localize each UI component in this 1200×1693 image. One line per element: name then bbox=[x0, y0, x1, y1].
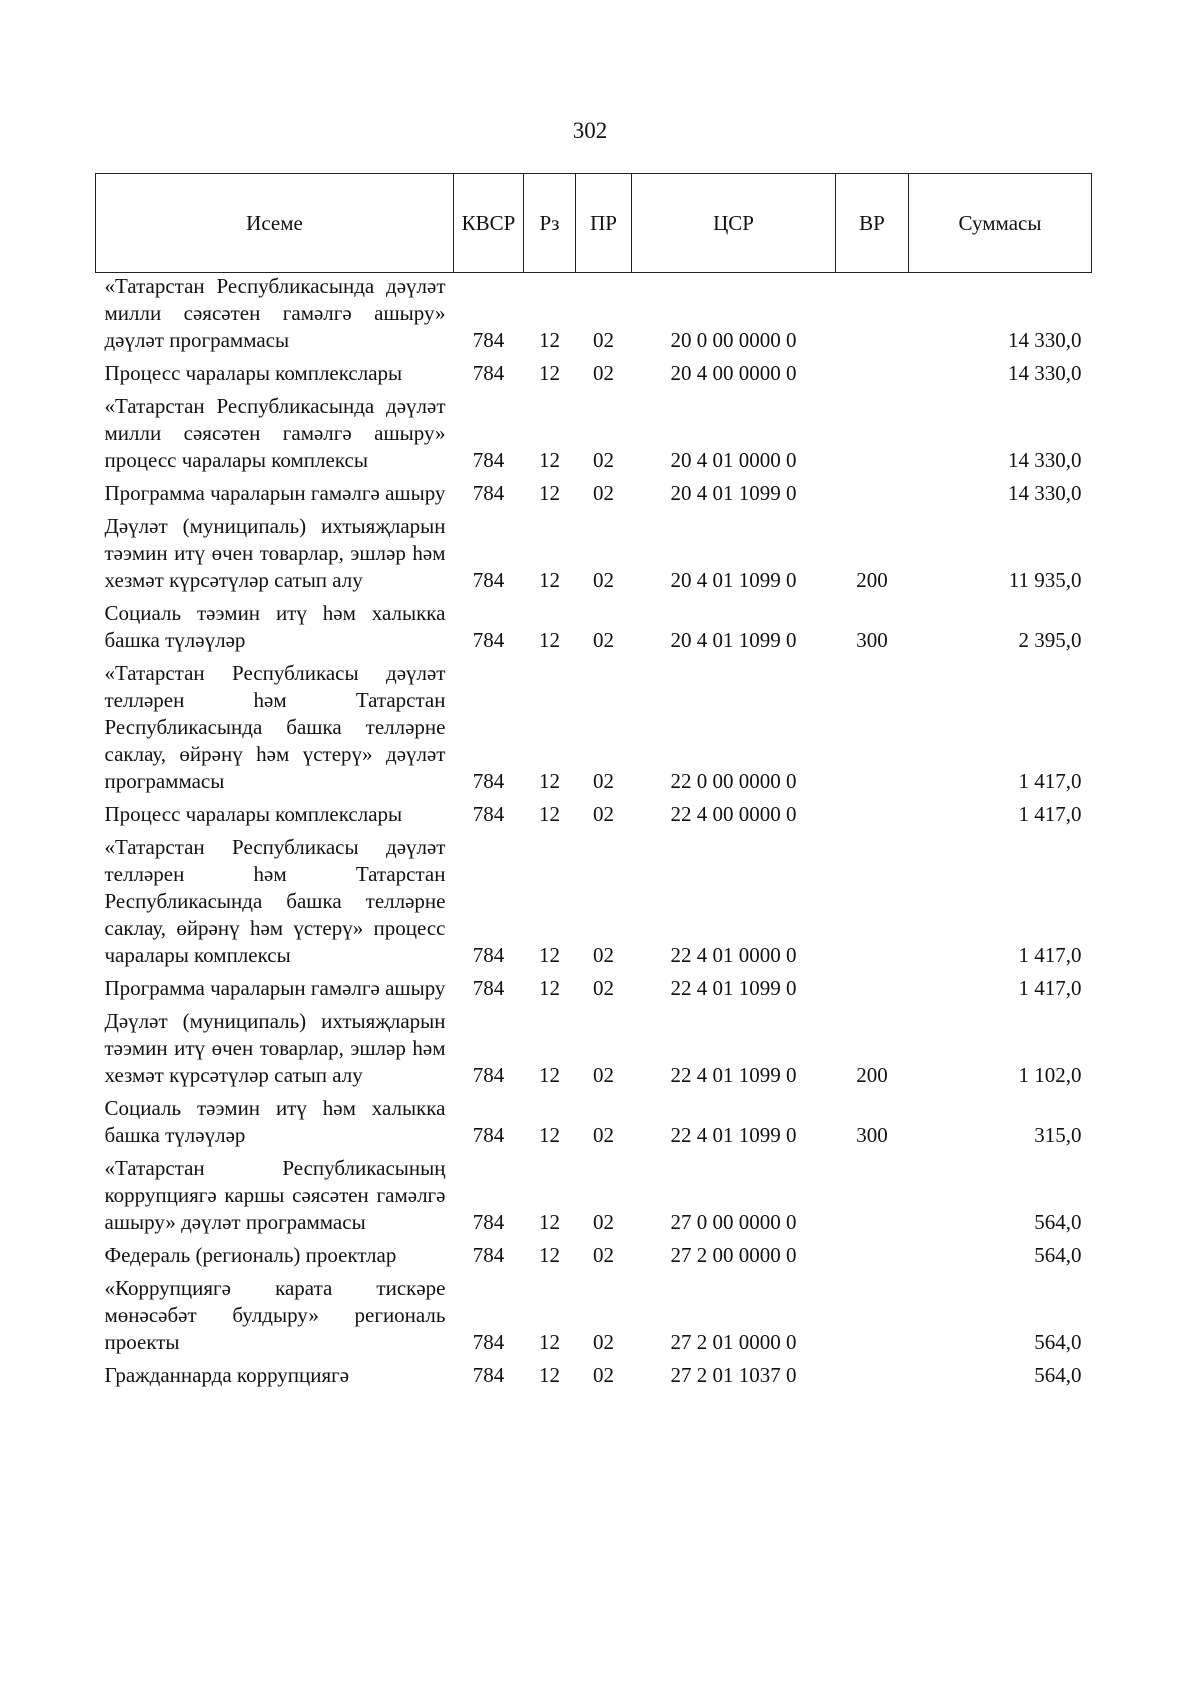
cell-vr bbox=[836, 660, 909, 801]
cell-sum: 14 330,0 bbox=[1008, 328, 1082, 352]
cell-pr: 02 bbox=[593, 976, 614, 1000]
cell-sum: 564,0 bbox=[1034, 1363, 1082, 1387]
table-row bbox=[96, 1095, 1092, 1155]
cell-kvsr: 784 bbox=[472, 1063, 505, 1087]
cell-csr: 27 0 00 0000 0 bbox=[670, 1210, 797, 1234]
cell-name: Процесс чаралары комплекслары bbox=[104, 802, 403, 826]
cell-kvsr: 784 bbox=[472, 1330, 505, 1354]
cell-rz: 12 bbox=[539, 976, 560, 1000]
cell-kvsr: 784 bbox=[472, 769, 505, 793]
header-name: Исеме bbox=[96, 174, 454, 273]
cell-csr: 22 0 00 0000 0 bbox=[670, 769, 797, 793]
cell-vr: 300 bbox=[856, 628, 888, 652]
cell-sum: 1 417,0 bbox=[1018, 943, 1082, 967]
cell-csr: 27 2 00 0000 0 bbox=[670, 1243, 797, 1267]
cell-sum: 1 417,0 bbox=[1018, 769, 1082, 793]
cell-name: Гражданнарда коррупциягә bbox=[104, 1363, 350, 1387]
cell-rz: 12 bbox=[539, 1363, 560, 1387]
cell-name: Процесс чаралары комплекслары bbox=[104, 361, 403, 385]
cell-name: «Татарстан Республикасында дәүләт милли сәясәтен гамәлгә ашыру» дәүләт программасы bbox=[104, 274, 446, 352]
cell-sum: 11 935,0 bbox=[1008, 568, 1082, 592]
header-rz: Рз bbox=[524, 174, 576, 273]
cell-sum: 14 330,0 bbox=[1008, 361, 1082, 385]
cell-sum: 1 417,0 bbox=[1018, 976, 1082, 1000]
cell-pr: 02 bbox=[593, 1330, 614, 1354]
cell-csr: 22 4 00 0000 0 bbox=[670, 802, 797, 826]
page-number: 302 bbox=[572, 118, 608, 143]
cell-pr: 02 bbox=[593, 481, 614, 505]
cell-rz: 12 bbox=[539, 1330, 560, 1354]
cell-name: «Коррупциягә карата тискәре мөнәсәбәт булдыру» региональ проекты bbox=[104, 1276, 446, 1354]
cell-sum: 1 102,0 bbox=[1018, 1063, 1082, 1087]
cell-vr bbox=[836, 834, 909, 975]
table-row bbox=[96, 273, 1092, 361]
cell-kvsr: 784 bbox=[472, 1123, 505, 1147]
cell-rz: 12 bbox=[539, 361, 560, 385]
cell-sum: 2 395,0 bbox=[1018, 628, 1082, 652]
table-row bbox=[96, 975, 1092, 1008]
cell-pr: 02 bbox=[593, 1063, 614, 1087]
cell-rz: 12 bbox=[539, 769, 560, 793]
header-csr: ЦСР bbox=[632, 174, 836, 273]
cell-vr bbox=[836, 1275, 909, 1362]
header-pr: ПР bbox=[576, 174, 632, 273]
cell-name: «Татарстан Республикасы дәүләт телләрен һәм Татарстан Республикасында башка телләрне саклау, өйрәнү һәм үстерү» процесс чаралары комплексы bbox=[104, 835, 446, 967]
cell-vr: 200 bbox=[856, 1063, 888, 1087]
cell-sum: 564,0 bbox=[1034, 1243, 1082, 1267]
table-row bbox=[96, 1242, 1092, 1275]
cell-csr: 20 4 01 1099 0 bbox=[670, 568, 797, 592]
cell-kvsr: 784 bbox=[472, 1243, 505, 1267]
cell-name: Дәүләт (муниципаль) ихтыяҗларын тәэмин итү өчен товарлар, эшләр һәм хезмәт күрсәтүләр сатып алу bbox=[104, 514, 446, 592]
table-row bbox=[96, 393, 1092, 480]
cell-pr: 02 bbox=[593, 568, 614, 592]
cell-name: «Татарстан Республикасы дәүләт телләрен һәм Татарстан Республикасында башка телләрне саклау, өйрәнү һәм үстерү» дәүләт программасы bbox=[104, 661, 446, 793]
cell-name: Социаль тәэмин итү һәм халыкка башка түләүләр bbox=[104, 1096, 446, 1147]
cell-sum: 564,0 bbox=[1034, 1210, 1082, 1234]
cell-csr: 20 4 01 0000 0 bbox=[670, 448, 797, 472]
cell-kvsr: 784 bbox=[472, 328, 505, 352]
cell-kvsr: 784 bbox=[472, 361, 505, 385]
cell-pr: 02 bbox=[593, 1363, 614, 1387]
cell-vr bbox=[836, 975, 909, 1008]
cell-csr: 22 4 01 0000 0 bbox=[670, 943, 797, 967]
cell-sum: 564,0 bbox=[1034, 1330, 1082, 1354]
table-body bbox=[96, 273, 1092, 1396]
cell-rz: 12 bbox=[539, 943, 560, 967]
cell-rz: 12 bbox=[539, 628, 560, 652]
table-row bbox=[96, 513, 1092, 600]
table-row bbox=[96, 360, 1092, 393]
cell-rz: 12 bbox=[539, 328, 560, 352]
cell-name: Социаль тәэмин итү һәм халыкка башка түләүләр bbox=[104, 601, 446, 652]
table-row bbox=[96, 1008, 1092, 1095]
cell-vr bbox=[836, 1242, 909, 1275]
cell-kvsr: 784 bbox=[472, 802, 505, 826]
cell-vr bbox=[836, 480, 909, 513]
table-row bbox=[96, 660, 1092, 801]
table-row bbox=[96, 834, 1092, 975]
cell-rz: 12 bbox=[539, 568, 560, 592]
table-row bbox=[96, 1155, 1092, 1242]
table-row bbox=[96, 1275, 1092, 1362]
header-vr: ВР bbox=[836, 174, 909, 273]
cell-pr: 02 bbox=[593, 943, 614, 967]
cell-sum: 1 417,0 bbox=[1018, 802, 1082, 826]
cell-vr bbox=[836, 1155, 909, 1242]
header-kvsr: КВСР bbox=[454, 174, 524, 273]
cell-kvsr: 784 bbox=[472, 1363, 505, 1387]
budget-table bbox=[95, 173, 1092, 1395]
cell-rz: 12 bbox=[539, 1243, 560, 1267]
cell-csr: 22 4 01 1099 0 bbox=[670, 1063, 797, 1087]
cell-sum: 315,0 bbox=[1034, 1123, 1082, 1147]
cell-rz: 12 bbox=[539, 1210, 560, 1234]
header-sum: Суммасы bbox=[909, 174, 1092, 273]
cell-vr: 200 bbox=[856, 568, 888, 592]
cell-pr: 02 bbox=[593, 1210, 614, 1234]
cell-pr: 02 bbox=[593, 448, 614, 472]
cell-csr: 20 4 00 0000 0 bbox=[670, 361, 797, 385]
cell-pr: 02 bbox=[593, 769, 614, 793]
cell-name: «Татарстан Республикасында дәүләт милли сәясәтен гамәлгә ашыру» процесс чаралары комплексы bbox=[104, 394, 446, 472]
cell-name: Программа чараларын гамәлгә ашыру bbox=[104, 481, 446, 505]
cell-kvsr: 784 bbox=[472, 976, 505, 1000]
table-row bbox=[96, 801, 1092, 834]
cell-vr bbox=[836, 801, 909, 834]
cell-name: Дәүләт (муниципаль) ихтыяҗларын тәэмин итү өчен товарлар, эшләр һәм хезмәт күрсәтүләр сатып алу bbox=[104, 1009, 446, 1087]
table-row bbox=[96, 1362, 1092, 1395]
cell-kvsr: 784 bbox=[472, 568, 505, 592]
cell-csr: 20 4 01 1099 0 bbox=[670, 481, 797, 505]
cell-kvsr: 784 bbox=[472, 628, 505, 652]
table-header bbox=[96, 174, 1092, 273]
cell-rz: 12 bbox=[539, 481, 560, 505]
cell-name: Программа чараларын гамәлгә ашыру bbox=[104, 976, 446, 1000]
cell-pr: 02 bbox=[593, 1243, 614, 1267]
cell-name: «Татарстан Республикасының коррупциягә каршы сәясәтен гамәлгә ашыру» дәүләт программасы bbox=[104, 1156, 446, 1234]
cell-csr: 20 0 00 0000 0 bbox=[670, 328, 797, 352]
cell-kvsr: 784 bbox=[472, 481, 505, 505]
cell-vr: 300 bbox=[856, 1123, 888, 1147]
table-row bbox=[96, 480, 1092, 513]
cell-rz: 12 bbox=[539, 1063, 560, 1087]
cell-vr bbox=[836, 273, 909, 361]
cell-csr: 27 2 01 0000 0 bbox=[670, 1330, 797, 1354]
cell-kvsr: 784 bbox=[472, 943, 505, 967]
cell-vr bbox=[836, 360, 909, 393]
cell-pr: 02 bbox=[593, 802, 614, 826]
cell-csr: 20 4 01 1099 0 bbox=[670, 628, 797, 652]
cell-vr bbox=[836, 1362, 909, 1395]
cell-name: Федераль (региональ) проектлар bbox=[104, 1243, 397, 1267]
cell-sum: 14 330,0 bbox=[1008, 448, 1082, 472]
cell-csr: 22 4 01 1099 0 bbox=[670, 976, 797, 1000]
table-row bbox=[96, 600, 1092, 660]
cell-vr bbox=[836, 393, 909, 480]
cell-sum: 14 330,0 bbox=[1008, 481, 1082, 505]
cell-rz: 12 bbox=[539, 1123, 560, 1147]
cell-csr: 22 4 01 1099 0 bbox=[670, 1123, 797, 1147]
cell-rz: 12 bbox=[539, 448, 560, 472]
cell-kvsr: 784 bbox=[472, 1210, 505, 1234]
cell-rz: 12 bbox=[539, 802, 560, 826]
cell-pr: 02 bbox=[593, 1123, 614, 1147]
cell-pr: 02 bbox=[593, 328, 614, 352]
cell-csr: 27 2 01 1037 0 bbox=[670, 1363, 797, 1387]
cell-pr: 02 bbox=[593, 628, 614, 652]
cell-kvsr: 784 bbox=[472, 448, 505, 472]
cell-pr: 02 bbox=[593, 361, 614, 385]
